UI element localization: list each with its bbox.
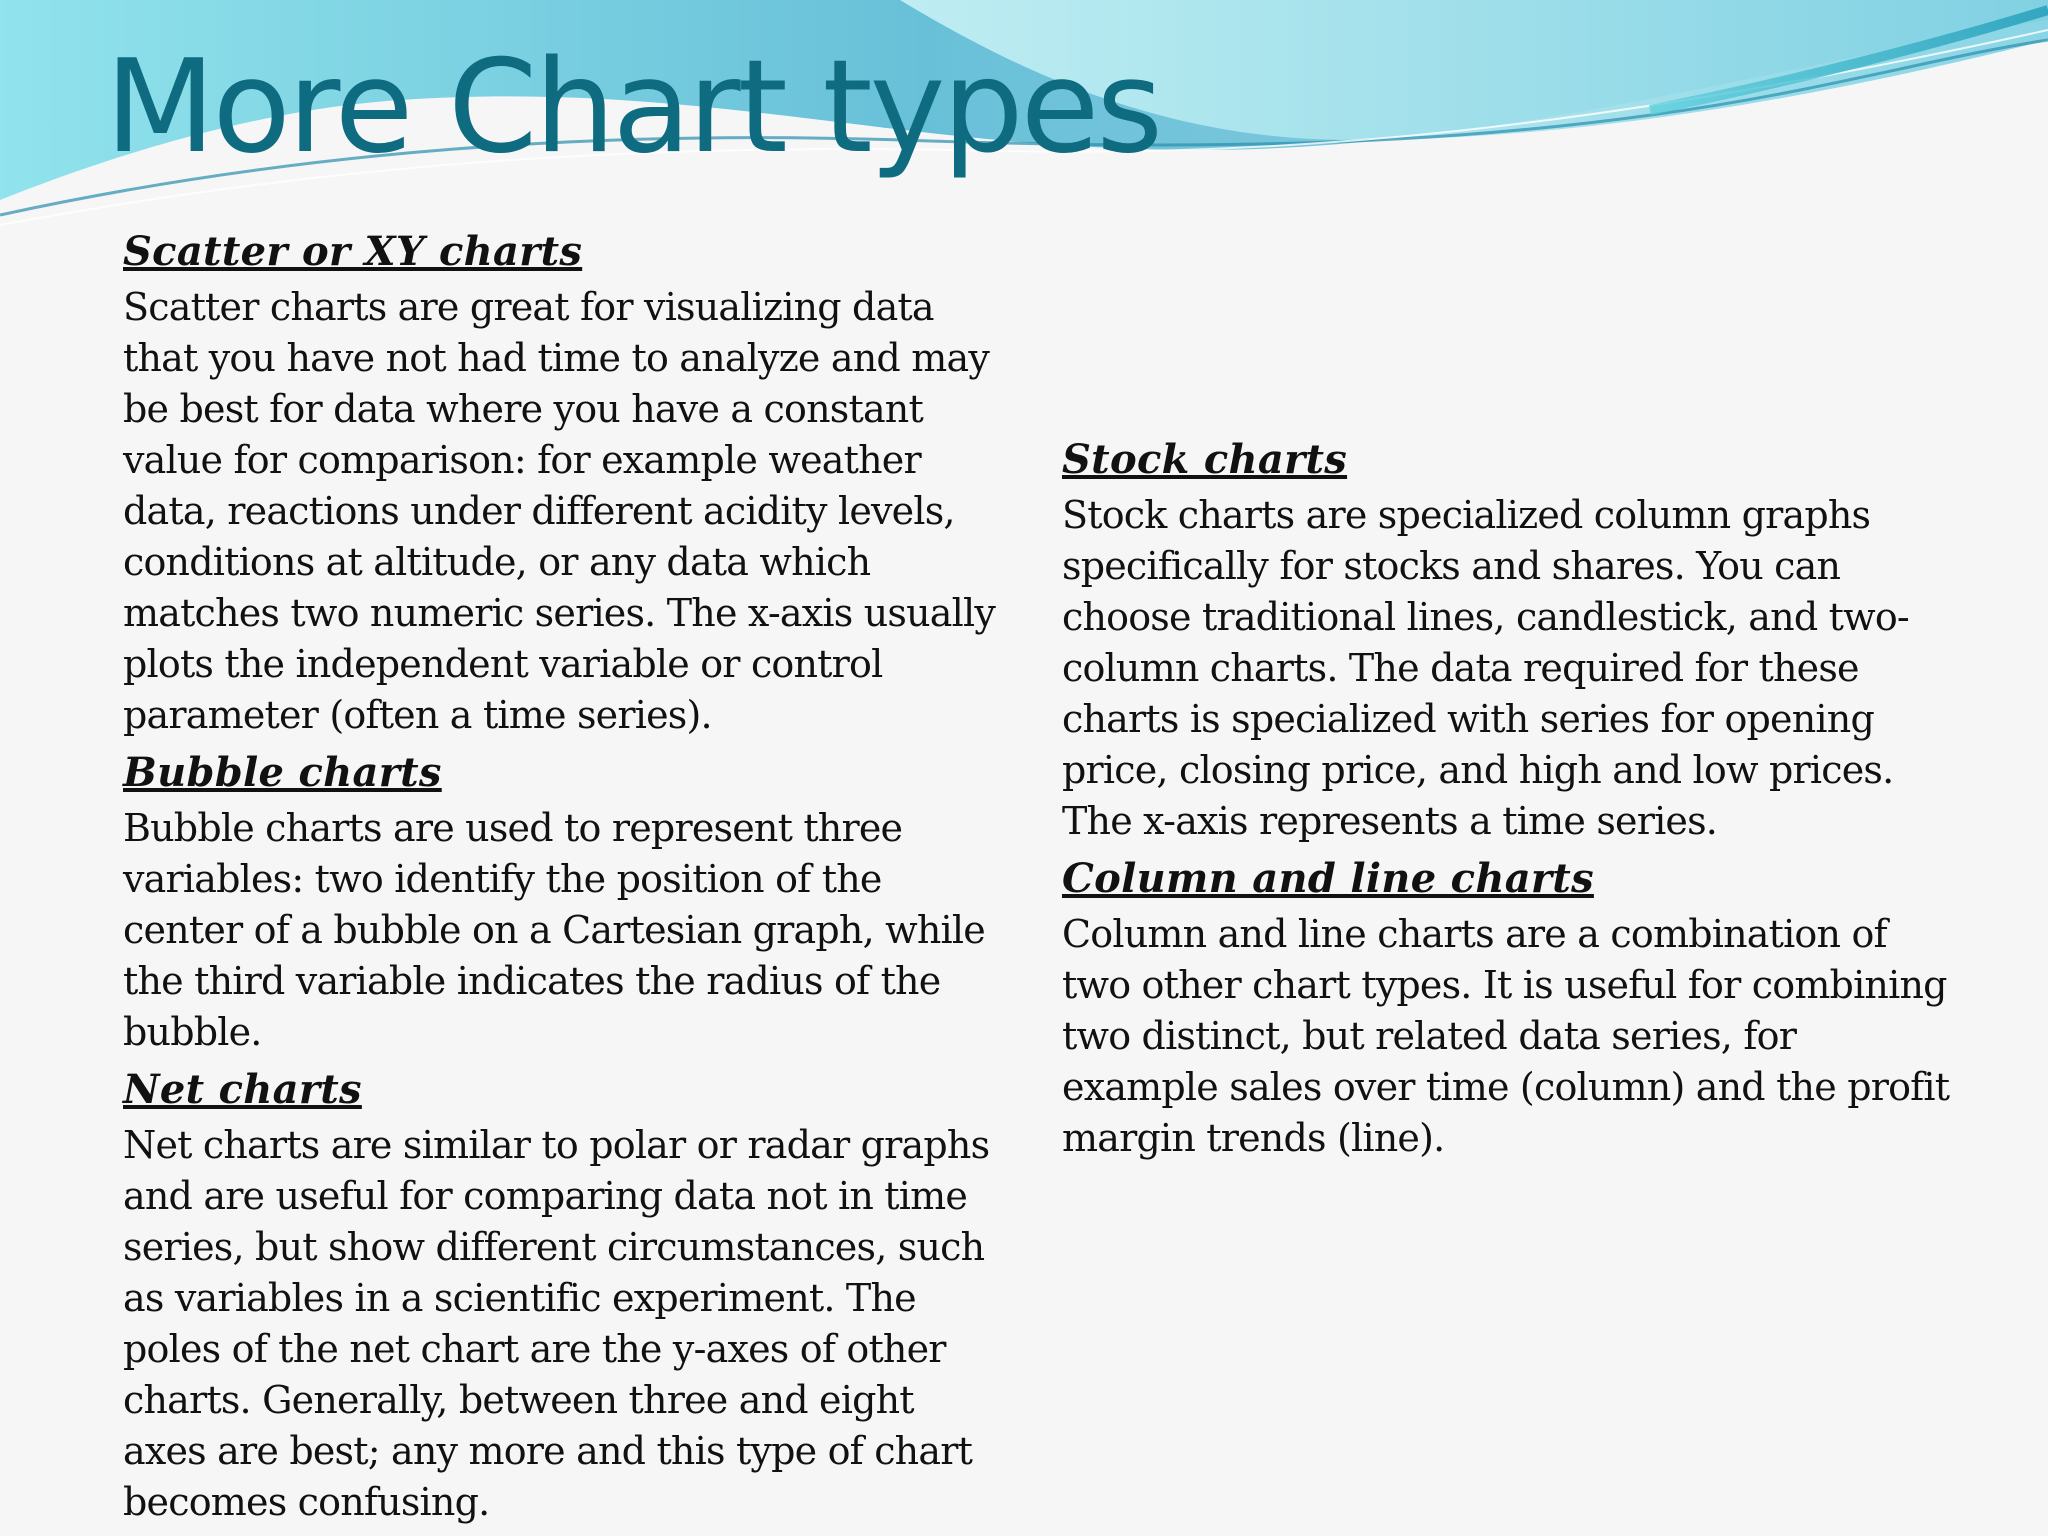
section-bubble xyxy=(123,747,1003,1058)
section-heading: Net charts xyxy=(123,1066,362,1113)
section-body: Net charts are similar to polar or radar graphs and are useful for comparing data not in time series, but show different circumstances, such as variables in a scientific experiment. The poles of the net chart are the y-axes of other charts. Generally, between three and eight axes are best; any more and this type of chart becomes confusing. xyxy=(123,1123,990,1524)
section-body: Scatter charts are great for visualizing data that you have not had time to analyze and may be best for data where you have a constant value for comparison: for example weather data, reactions under different acidity levels, conditions at altitude, or any data which matches two numeric series. The x-axis usually plots the independent variable or control parameter (often a time series). xyxy=(123,285,996,737)
section-scatter xyxy=(123,226,1003,741)
right-column xyxy=(1062,434,1962,1170)
section-net xyxy=(123,1064,1003,1528)
section-heading: Bubble charts xyxy=(123,749,442,796)
section-heading: Column and line charts xyxy=(1062,855,1594,902)
section-body: Bubble charts are used to represent three variables: two identify the position of the center of a bubble on a Cartesian graph, while the third variable indicates the radius of the bubble. xyxy=(123,806,985,1054)
section-body: Column and line charts are a combination of two other chart types. It is useful for combining two distinct, but related data series, for example sales over time (column) and the profit margin trends (line). xyxy=(1062,912,1950,1160)
section-body: Stock charts are specialized column graphs specifically for stocks and shares. You can choose traditional lines, candlestick, and two-column charts. The data required for these charts is specialized with series for opening price, closing price, and high and low prices. The x-axis represents a time series. xyxy=(1062,493,1909,843)
section-heading: Stock charts xyxy=(1062,436,1348,483)
section-heading: Scatter or XY charts xyxy=(123,228,583,275)
section-column-line xyxy=(1062,853,1962,1164)
section-stock xyxy=(1062,434,1962,847)
page-title: More Chart types xyxy=(105,33,1161,182)
left-column xyxy=(123,226,1003,1534)
